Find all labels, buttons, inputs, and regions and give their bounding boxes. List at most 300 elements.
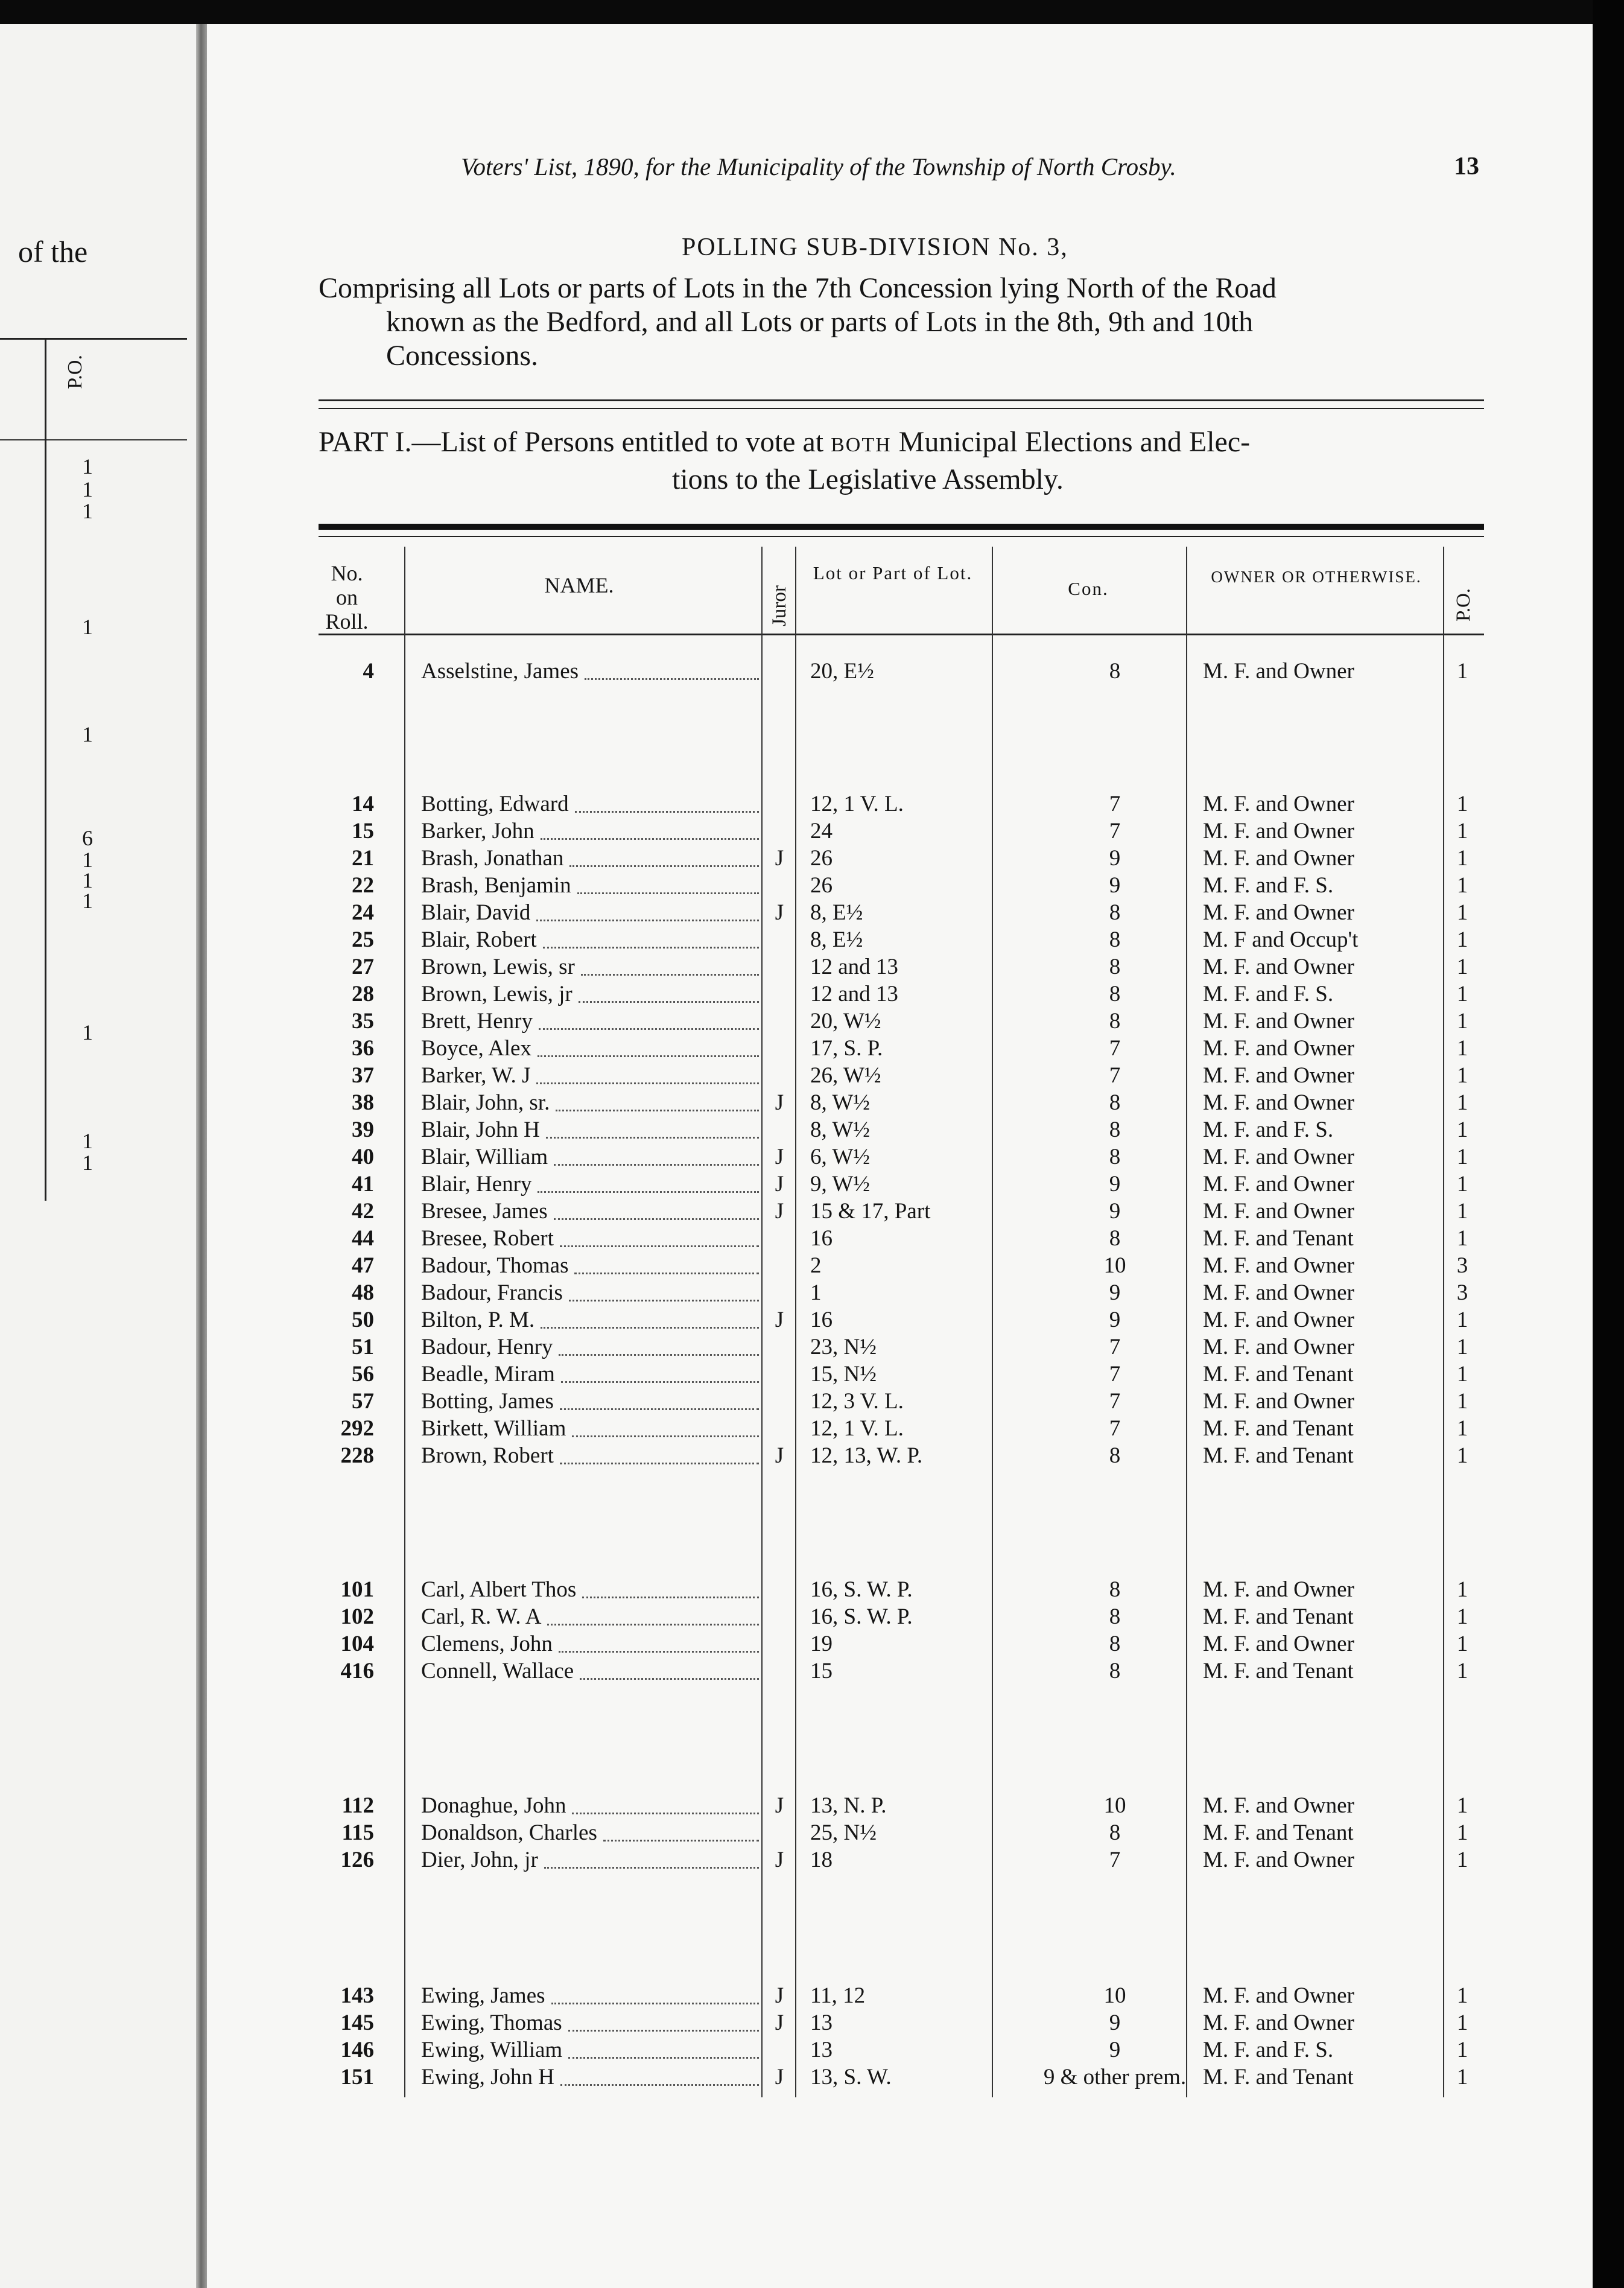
voter-name: Brash, Benjamin [421, 873, 571, 898]
ownership-status: M. F. and Owner [1203, 1793, 1354, 1818]
concession: 8 [1109, 1577, 1121, 1602]
lot-description: 9, W½ [810, 1172, 871, 1196]
concession: 7 [1109, 1063, 1121, 1088]
name-dot-leader [603, 1840, 759, 1842]
name-dot-leader [546, 1137, 759, 1139]
name-dot-leader [538, 1055, 759, 1057]
left-page-po-value: 1 [82, 499, 93, 523]
table-row [319, 818, 1484, 845]
left-page-fragment [0, 24, 196, 2288]
voter-name: Asselstine, James [421, 659, 579, 684]
table-row [319, 1116, 1484, 1143]
roll-number: 24 [352, 900, 374, 925]
roll-number: 44 [352, 1226, 374, 1251]
post-office: 1 [1456, 846, 1468, 871]
voter-name: Dier, John, jr [421, 1848, 538, 1872]
left-page-rule [0, 338, 187, 340]
left-page-po-value: 1 [82, 477, 93, 501]
juror-mark: J [775, 1443, 784, 1468]
voter-name: Carl, R. W. A [421, 1604, 542, 1629]
ownership-status: M. F. and F. S. [1203, 873, 1334, 898]
voter-name: Barker, W. J [421, 1063, 531, 1088]
lot-description: 19 [810, 1632, 833, 1656]
voter-name: Blair, David [421, 900, 531, 925]
post-office: 1 [1456, 2038, 1468, 2062]
juror-mark: J [775, 1145, 784, 1169]
ownership-status: M. F. and Tenant [1203, 1362, 1354, 1387]
roll-number: 143 [340, 1983, 374, 2008]
name-dot-leader [556, 1110, 759, 1111]
concession: 7 [1109, 1848, 1121, 1872]
ownership-status: M. F. and F. S. [1203, 2038, 1334, 2062]
description-line: Concessions. [386, 340, 538, 372]
name-dot-leader [554, 1164, 759, 1166]
concession: 9 [1109, 873, 1121, 898]
name-dot-leader [547, 1624, 759, 1625]
name-dot-leader [569, 865, 759, 867]
name-dot-leader [580, 1678, 759, 1680]
lot-description: 16 [810, 1226, 833, 1251]
section-rule [319, 408, 1484, 409]
concession: 7 [1109, 1416, 1121, 1441]
ownership-status: M. F. and Owner [1203, 846, 1354, 871]
table-row [319, 658, 1484, 685]
lot-description: 12, 1 V. L. [810, 792, 904, 816]
roll-number: 36 [352, 1036, 374, 1061]
concession: 10 [1103, 1983, 1126, 2008]
lot-description: 18 [810, 1848, 833, 1872]
post-office: 3 [1456, 1280, 1468, 1305]
post-office: 1 [1456, 982, 1468, 1006]
ownership-status: M. F. and Owner [1203, 955, 1354, 979]
concession: 8 [1109, 1632, 1121, 1656]
ownership-status: M. F. and Owner [1203, 1253, 1354, 1278]
lot-description: 23, N½ [810, 1335, 877, 1359]
roll-number: 27 [352, 955, 374, 979]
concession: 8 [1109, 955, 1121, 979]
ownership-status: M. F. and Tenant [1203, 1820, 1354, 1845]
table-row [319, 2036, 1484, 2064]
concession: 9 [1109, 1308, 1121, 1332]
name-dot-leader [539, 1028, 759, 1030]
ownership-status: M. F. and Owner [1203, 1335, 1354, 1359]
ownership-status: M. F. and Tenant [1203, 1226, 1354, 1251]
name-dot-leader [582, 1597, 759, 1598]
roll-number: 51 [352, 1335, 374, 1359]
table-row [319, 980, 1484, 1008]
roll-number: 39 [352, 1117, 374, 1142]
ownership-status: M. F. and Owner [1203, 1036, 1354, 1061]
voter-name: Badour, Henry [421, 1335, 553, 1359]
lot-description: 26, W½ [810, 1063, 881, 1088]
roll-number: 104 [340, 1632, 374, 1656]
roll-number: 42 [352, 1199, 374, 1224]
lot-description: 8, W½ [810, 1117, 871, 1142]
juror-mark: J [775, 1199, 784, 1224]
ownership-status: M. F. and Owner [1203, 1090, 1354, 1115]
lot-description: 25, N½ [810, 1820, 877, 1845]
running-title: Voters' List, 1890, for the Municipality of the Township of North Crosby. [461, 153, 1176, 180]
ownership-status: M. F. and Owner [1203, 1308, 1354, 1332]
column-header-no: No. on Roll. [325, 561, 369, 634]
name-dot-leader [579, 1001, 759, 1003]
post-office: 1 [1456, 1389, 1468, 1414]
post-office: 1 [1456, 955, 1468, 979]
concession: 8 [1109, 1117, 1121, 1142]
part-heading [319, 424, 1489, 498]
post-office: 1 [1456, 1226, 1468, 1251]
name-dot-leader [577, 892, 759, 894]
header-rule [319, 634, 1484, 635]
voter-name: Blair, John H [421, 1117, 540, 1142]
voter-name: Badour, Thomas [421, 1253, 569, 1278]
column-header-name: NAME. [544, 573, 614, 597]
ownership-status: M. F. and Owner [1203, 1389, 1354, 1414]
lot-description: 12, 13, W. P. [810, 1443, 923, 1468]
lot-description: 16 [810, 1308, 833, 1332]
voter-name: Boyce, Alex [421, 1036, 531, 1061]
voter-name: Botting, James [421, 1389, 554, 1414]
name-dot-leader [536, 920, 759, 921]
name-dot-leader [561, 1381, 759, 1383]
left-page-rule [0, 439, 187, 440]
name-dot-leader [575, 811, 759, 813]
post-office: 1 [1456, 792, 1468, 816]
ownership-status: M. F. and Owner [1203, 1199, 1354, 1224]
ownership-status: M. F. and Tenant [1203, 1604, 1354, 1629]
table-row [319, 1333, 1484, 1361]
concession: 8 [1109, 659, 1121, 684]
table-row [319, 953, 1484, 980]
book-gutter [196, 24, 207, 2288]
left-page-po-header: P.O. [64, 355, 86, 389]
concession: 7 [1109, 1362, 1121, 1387]
ownership-status: M. F. and Owner [1203, 1632, 1354, 1656]
part-heading-text: PART I.—List of Persons entitled to vote at [319, 426, 824, 458]
ownership-status: M. F. and Tenant [1203, 1659, 1354, 1683]
concession: 10 [1103, 1253, 1126, 1278]
post-office: 1 [1456, 1443, 1468, 1468]
left-page-po-value: 1 [82, 615, 93, 639]
voter-name: Ewing, James [421, 1983, 545, 2008]
lot-description: 24 [810, 819, 833, 844]
ownership-status: M. F. and Owner [1203, 1172, 1354, 1196]
post-office: 1 [1456, 1036, 1468, 1061]
lot-description: 16, S. W. P. [810, 1577, 913, 1602]
left-page-po-value: 1 [82, 722, 93, 746]
post-office: 1 [1456, 1362, 1468, 1387]
part-heading-text: Municipal Elections and Elec- [898, 426, 1251, 458]
post-office: 1 [1456, 1793, 1468, 1818]
roll-number: 112 [341, 1793, 374, 1818]
name-dot-leader [574, 1273, 759, 1274]
roll-number: 57 [352, 1389, 374, 1414]
post-office: 1 [1456, 2065, 1468, 2089]
voter-name: Ewing, Thomas [421, 2010, 562, 2035]
table-row [319, 1089, 1484, 1116]
roll-number: 37 [352, 1063, 374, 1088]
post-office: 1 [1456, 1090, 1468, 1115]
name-dot-leader [560, 1463, 759, 1464]
table-row [319, 1388, 1484, 1415]
ownership-status: M. F. and F. S. [1203, 982, 1334, 1006]
post-office: 1 [1456, 819, 1468, 844]
lot-description: 13 [810, 2010, 833, 2035]
voter-name: Blair, William [421, 1145, 548, 1169]
roll-number: 50 [352, 1308, 374, 1332]
post-office: 1 [1456, 1632, 1468, 1656]
column-header-con: Con. [1068, 578, 1109, 599]
table-row [319, 1171, 1484, 1198]
juror-mark: J [775, 1090, 784, 1115]
concession: 9 & other prem. [1043, 2065, 1187, 2089]
lot-description: 13, N. P. [810, 1793, 887, 1818]
post-office: 1 [1456, 1848, 1468, 1872]
name-dot-leader [585, 678, 759, 680]
roll-number: 292 [340, 1416, 374, 1441]
voter-name: Birkett, William [421, 1416, 566, 1441]
roll-number: 25 [352, 927, 374, 952]
part-heading-both: both [831, 426, 892, 458]
concession: 10 [1103, 1793, 1126, 1818]
roll-number: 126 [340, 1848, 374, 1872]
ownership-status: M. F. and Tenant [1203, 1443, 1354, 1468]
name-dot-leader [560, 1245, 759, 1247]
voter-name: Ewing, John H [421, 2065, 554, 2089]
voter-name: Bresee, Robert [421, 1226, 554, 1251]
post-office: 1 [1456, 659, 1468, 684]
ownership-status: M. F. and Owner [1203, 1983, 1354, 2008]
table-row [319, 1657, 1484, 1685]
table-row [319, 2009, 1484, 2036]
juror-mark: J [775, 1172, 784, 1196]
juror-mark: J [775, 1983, 784, 2008]
name-dot-leader [538, 1191, 759, 1193]
voter-name: Donaldson, Charles [421, 1820, 597, 1845]
voter-name: Brown, Lewis, sr [421, 955, 575, 979]
post-office: 1 [1456, 1009, 1468, 1034]
voter-name: Botting, Edward [421, 792, 569, 816]
ownership-status: M. F. and Owner [1203, 1280, 1354, 1305]
concession: 8 [1109, 1090, 1121, 1115]
table-top-rule [319, 524, 1484, 530]
voter-name: Bresee, James [421, 1199, 548, 1224]
subdivision-description [319, 272, 1489, 373]
left-page-po-value: 1 [82, 1151, 93, 1175]
lot-description: 2 [810, 1253, 822, 1278]
lot-description: 12, 3 V. L. [810, 1389, 904, 1414]
ownership-status: M. F. and Tenant [1203, 1416, 1354, 1441]
table-row [319, 1279, 1484, 1306]
table-row [319, 1198, 1484, 1225]
table-row [319, 1630, 1484, 1657]
polling-subdivision-title: POLLING SUB-DIVISION No. 3, [682, 234, 1068, 261]
page-number: 13 [1454, 153, 1479, 180]
juror-mark: J [775, 2065, 784, 2089]
lot-description: 12, 1 V. L. [810, 1416, 904, 1441]
concession: 9 [1109, 1280, 1121, 1305]
roll-number: 41 [352, 1172, 374, 1196]
voter-name: Clemens, John [421, 1632, 553, 1656]
left-page-po-value: 1 [82, 848, 93, 872]
column-header-owner: OWNER OR OTHERWISE. [1211, 568, 1422, 586]
name-dot-leader [551, 2003, 759, 2004]
left-page-po-value: 1 [82, 889, 93, 913]
table-row [319, 1442, 1484, 1469]
post-office: 1 [1456, 1308, 1468, 1332]
name-dot-leader [569, 1300, 759, 1301]
name-dot-leader [572, 1435, 759, 1437]
roll-number: 48 [352, 1280, 374, 1305]
ownership-status: M. F. and Tenant [1203, 2065, 1354, 2089]
ownership-status: M. F. and Owner [1203, 819, 1354, 844]
table-row [319, 790, 1484, 818]
voter-name: Beadle, Miram [421, 1362, 555, 1387]
voter-name: Brett, Henry [421, 1009, 533, 1034]
left-page-heading-fragment: of the [18, 235, 88, 269]
voter-name: Carl, Albert Thos [421, 1577, 577, 1602]
lot-description: 12 and 13 [810, 982, 898, 1006]
table-row [319, 1819, 1484, 1846]
left-page-po-value: 1 [82, 1020, 93, 1044]
lot-description: 15 & 17, Part [810, 1199, 931, 1224]
juror-mark: J [775, 900, 784, 925]
concession: 8 [1109, 1226, 1121, 1251]
post-office: 1 [1456, 1199, 1468, 1224]
name-dot-leader [568, 2030, 759, 2032]
lot-description: 13, S. W. [810, 2065, 892, 2089]
concession: 8 [1109, 900, 1121, 925]
ownership-status: M. F. and Owner [1203, 1063, 1354, 1088]
name-dot-leader [536, 1082, 759, 1084]
name-dot-leader [581, 974, 759, 976]
table-row [319, 2064, 1484, 2091]
roll-number: 38 [352, 1090, 374, 1115]
concession: 9 [1109, 1172, 1121, 1196]
table-row [319, 1225, 1484, 1252]
lot-description: 1 [810, 1280, 822, 1305]
concession: 9 [1109, 2038, 1121, 2062]
concession: 7 [1109, 792, 1121, 816]
voter-name: Brown, Lewis, jr [421, 982, 573, 1006]
roll-number: 21 [352, 846, 374, 871]
voter-name: Connell, Wallace [421, 1659, 574, 1683]
post-office: 1 [1456, 900, 1468, 925]
table-row [319, 1603, 1484, 1630]
ownership-status: M. F. and Owner [1203, 659, 1354, 684]
roll-number: 35 [352, 1009, 374, 1034]
roll-number: 56 [352, 1362, 374, 1387]
voter-name: Brown, Robert [421, 1443, 554, 1468]
column-header-po: P.O. [1453, 588, 1474, 621]
lot-description: 13 [810, 2038, 833, 2062]
concession: 8 [1109, 1659, 1121, 1683]
name-dot-leader [541, 1327, 759, 1329]
table-row [319, 1982, 1484, 2009]
concession: 7 [1109, 1335, 1121, 1359]
lot-description: 8, E½ [810, 900, 863, 925]
table-row [319, 1361, 1484, 1388]
ownership-status: M. F. and Owner [1203, 2010, 1354, 2035]
roll-number: 4 [363, 659, 374, 684]
table-row [319, 1846, 1484, 1873]
voter-name: Ewing, William [421, 2038, 563, 2062]
post-office: 1 [1456, 1820, 1468, 1845]
concession: 9 [1109, 1199, 1121, 1224]
post-office: 1 [1456, 2010, 1468, 2035]
voter-name: Brash, Jonathan [421, 846, 564, 871]
table-row [319, 1252, 1484, 1279]
column-header-juror: Juror [769, 585, 790, 626]
concession: 8 [1109, 1820, 1121, 1845]
post-office: 1 [1456, 1063, 1468, 1088]
voter-name: Donaghue, John [421, 1793, 566, 1818]
voter-name: Bilton, P. M. [421, 1308, 535, 1332]
ownership-status: M. F. and F. S. [1203, 1117, 1334, 1142]
concession: 8 [1109, 927, 1121, 952]
roll-number: 15 [352, 819, 374, 844]
lot-description: 6, W½ [810, 1145, 871, 1169]
table-row [319, 1306, 1484, 1333]
roll-number: 47 [352, 1253, 374, 1278]
juror-mark: J [775, 2010, 784, 2035]
ownership-status: M. F. and Owner [1203, 792, 1354, 816]
name-dot-leader [559, 1354, 759, 1356]
concession: 9 [1109, 846, 1121, 871]
voter-name: Blair, Henry [421, 1172, 532, 1196]
lot-description: 20, W½ [810, 1009, 881, 1034]
roll-number: 115 [341, 1820, 374, 1845]
scan-right-border [1593, 0, 1624, 2288]
table-row [319, 872, 1484, 899]
lot-description: 8, E½ [810, 927, 863, 952]
name-dot-leader [560, 1408, 759, 1410]
lot-description: 17, S. P. [810, 1036, 883, 1061]
voter-name: Blair, Robert [421, 927, 537, 952]
concession: 7 [1109, 1389, 1121, 1414]
roll-number: 145 [340, 2010, 374, 2035]
lot-description: 15 [810, 1659, 833, 1683]
name-dot-leader [559, 1651, 759, 1653]
description-line: known as the Bedford, and all Lots or parts of Lots in the 8th, 9th and 10th [386, 306, 1254, 338]
concession: 7 [1109, 819, 1121, 844]
voter-name: Barker, John [421, 819, 534, 844]
left-page-po-value: 6 [82, 826, 93, 850]
table-row [319, 1008, 1484, 1035]
post-office: 1 [1456, 873, 1468, 898]
roll-number: 416 [340, 1659, 374, 1683]
section-rule [319, 399, 1484, 401]
roll-number: 228 [340, 1443, 374, 1468]
lot-description: 15, N½ [810, 1362, 877, 1387]
concession: 8 [1109, 1145, 1121, 1169]
post-office: 1 [1456, 927, 1468, 952]
concession: 7 [1109, 1036, 1121, 1061]
name-dot-leader [541, 838, 759, 840]
table-top-rule [319, 536, 1484, 537]
lot-description: 16, S. W. P. [810, 1604, 913, 1629]
name-dot-leader [560, 2084, 759, 2086]
lot-description: 11, 12 [810, 1983, 866, 2008]
post-office: 1 [1456, 1416, 1468, 1441]
scan-top-border [0, 0, 1593, 24]
ownership-status: M. F. and Owner [1203, 1145, 1354, 1169]
left-page-po-value: 1 [82, 868, 93, 892]
roll-number: 40 [352, 1145, 374, 1169]
left-page-po-value: 1 [82, 454, 93, 478]
juror-mark: J [775, 1308, 784, 1332]
post-office: 1 [1456, 1117, 1468, 1142]
